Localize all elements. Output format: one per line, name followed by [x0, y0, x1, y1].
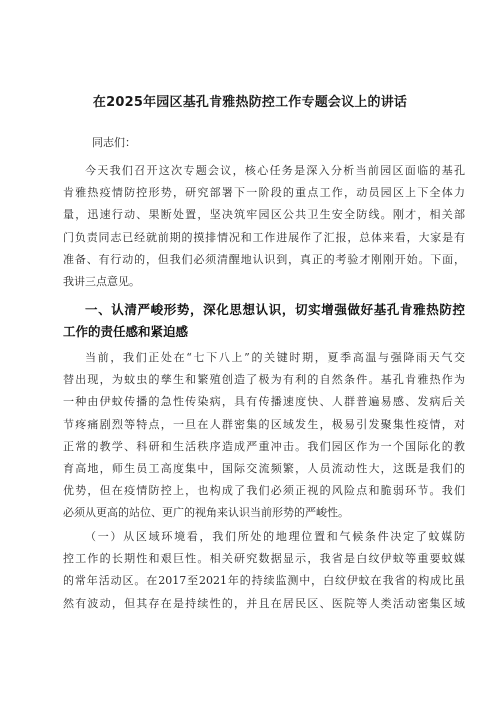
subsection-paragraph	[63, 526, 465, 615]
section-line: 优势，但在疫情防控上，也构成了我们必须正视的风险点和脆弱环节。我们	[63, 484, 465, 498]
section-line: 育高地，师生员工高度集中，国际交流频繁，人员流动性大，这既是我们的	[63, 462, 465, 476]
section-line: 替出现，为蚊虫的孳生和繁殖创造了极为有利的自然条件。基孔肯雅热作为	[63, 373, 465, 387]
section-paragraph	[63, 347, 465, 525]
section-line: 节疼痛剧烈等特点，一旦在人群密集的区域发生，极易引发聚集性疫情，对	[63, 417, 465, 431]
section-heading-line: 工作的责任感和紧迫感	[63, 324, 189, 339]
section-line: 当前，我们正处在“七下八上”的关键时期，夏季高温与强降雨天气交	[85, 351, 465, 364]
intro-line: 我讲三点意见。	[63, 275, 140, 289]
subsection-line: （一）从区域环境看，我们所处的地理位置和气候条件决定了蚊媒防	[85, 530, 465, 543]
section-line: 一种由伊蚊传播的急性传染病，具有传播速度快、人群普遍易感、发病后关	[63, 395, 465, 409]
section-heading	[63, 299, 465, 343]
subsection-line: 的常年活动区。在2017至2021年的持续监测中，白纹伊蚊在我省的构成比虽	[63, 574, 465, 588]
intro-line: 准备、有行动的，但我们必须清醒地认识到，真正的考验才刚刚开始。下面，	[63, 252, 465, 266]
intro-line: 今天我们召开这次专题会议，核心任务是深入分析当前园区面临的基孔	[85, 164, 465, 177]
subsection-line: 然有波动，但其存在是持续性的，并且在居民区、医院等人类活动密集区域	[63, 596, 465, 610]
intro-line: 量，迅速行动、果断处置，坚决筑牢园区公共卫生安全防线。刚才，相关部	[63, 208, 465, 222]
section-line: 必须从更高的站位、更广的视角来认识当前形势的严峻性。	[63, 506, 349, 520]
section-line: 正常的教学、科研和生活秩序造成严重冲击。我们园区作为一个国际化的教	[63, 439, 465, 453]
intro-line: 肯雅热疫情防控形势，研究部署下一阶段的重点工作，动员园区上下全体力	[63, 186, 465, 200]
section-heading-line: 一、认清严峻形势，深化思想认识，切实增强做好基孔肯雅热防控	[85, 302, 465, 317]
intro-paragraph	[63, 160, 465, 293]
intro-line: 门负责同志已经就前期的摸排情况和工作进展作了汇报，总体来看，大家是有	[63, 230, 465, 244]
salutation: 同志们：	[92, 136, 136, 149]
document-title: 在2025年园区基孔肯雅热防控工作专题会议上的讲话	[92, 95, 408, 110]
subsection-line: 控工作的长期性和艰巨性。相关研究数据显示，我省是白纹伊蚊等重要蚊媒	[63, 552, 465, 566]
